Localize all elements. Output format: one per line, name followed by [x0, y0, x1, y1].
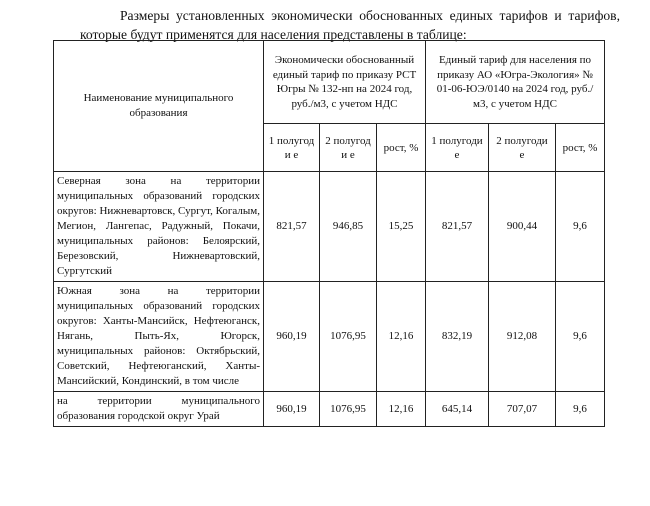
cell-value: 1076,95 — [320, 392, 377, 427]
row-north-name: Северная зона на территории муниципальных образований городских округов: Нижневартовск, Сургут, Когалым, Мегион, Лангепас, Радужный, Покачи, муниципальных районов: Белоярский, Березовский, Нижневартовский, Сургутский — [54, 172, 264, 282]
cell-value: 9,6 — [556, 392, 605, 427]
intro-line-1: Размеры установленных экономически обоснованных единых тарифов и — [120, 8, 562, 23]
subheader-growth-pop: рост, % — [556, 124, 605, 172]
subheader-h2-econ: 2 полугоди е — [320, 124, 377, 172]
cell-value: 12,16 — [377, 392, 426, 427]
tariff-table — [53, 40, 605, 427]
table-row — [54, 172, 605, 282]
cell-value: 946,85 — [320, 172, 377, 282]
subheader-h1-econ: 1 полугоди е — [264, 124, 320, 172]
header-municipality: Наименование муниципального образования — [54, 41, 264, 172]
cell-value: 707,07 — [489, 392, 556, 427]
cell-value: 912,08 — [489, 282, 556, 392]
cell-value: 821,57 — [264, 172, 320, 282]
cell-value: 15,25 — [377, 172, 426, 282]
intro-paragraph — [80, 6, 620, 44]
header-economic-tariff: Экономически обоснованный единый тариф по приказу РСТ Югры № 132-нп на 2024 год, руб./м3, с учетом НДС — [264, 41, 426, 124]
cell-value: 1076,95 — [320, 282, 377, 392]
row-uray-name: на территории муниципального образования городской округ Урай — [54, 392, 264, 427]
cell-value: 821,57 — [426, 172, 489, 282]
table-row — [54, 392, 605, 427]
subheader-h2-pop: 2 полугоди е — [489, 124, 556, 172]
cell-value: 832,19 — [426, 282, 489, 392]
intro-line-2: тарифов, которые будут применятся для населения представлены в таблице: — [80, 8, 620, 42]
table-header-row — [54, 41, 605, 124]
subheader-h1-pop: 1 полугоди е — [426, 124, 489, 172]
cell-value: 960,19 — [264, 392, 320, 427]
header-population-tariff: Единый тариф для населения по приказу АО «Югра-Экология» № 01-06-ЮЭ/0140 на 2024 год, руб./м3, с учетом НДС — [426, 41, 605, 124]
subheader-growth-econ: рост, % — [377, 124, 426, 172]
cell-value: 960,19 — [264, 282, 320, 392]
row-south-name: Южная зона на территории муниципальных образований городских округов: Ханты-Мансийск, Нефтеюганск, Нягань, Пыть-Ях, Югорск, муниципальных районов: Октябрьский, Советский, Нефтеюганский, Ханты-Мансийский, Кондинский, в том числе — [54, 282, 264, 392]
cell-value: 9,6 — [556, 172, 605, 282]
cell-value: 9,6 — [556, 282, 605, 392]
cell-value: 12,16 — [377, 282, 426, 392]
cell-value: 645,14 — [426, 392, 489, 427]
table-row — [54, 282, 605, 392]
cell-value: 900,44 — [489, 172, 556, 282]
